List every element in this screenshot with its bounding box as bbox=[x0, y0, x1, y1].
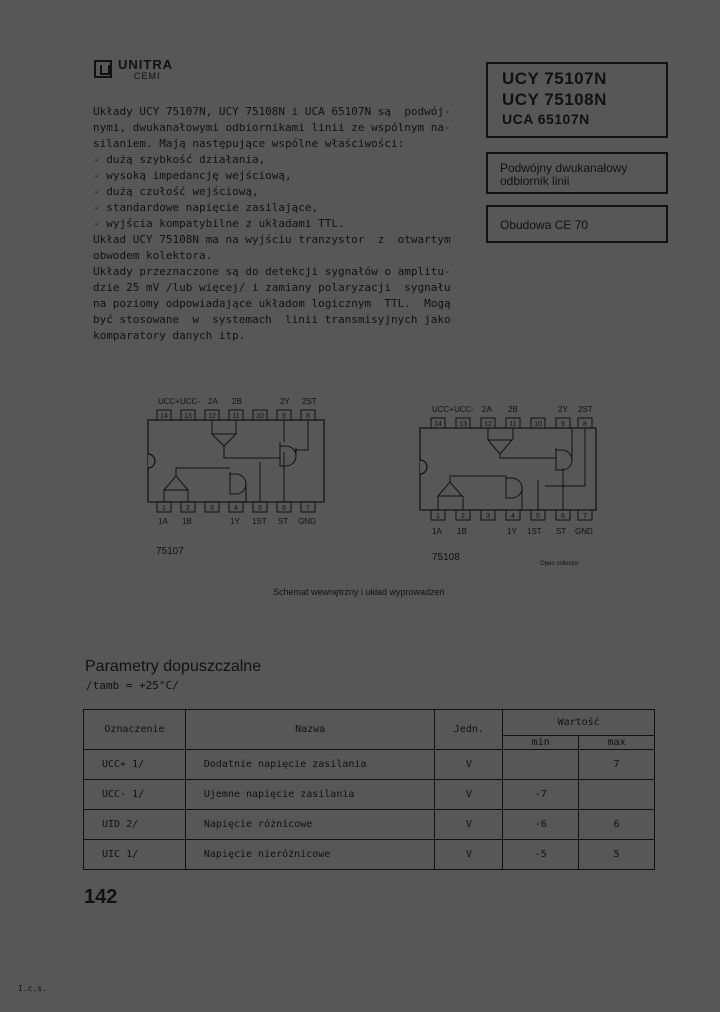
pin-number: 2 bbox=[461, 513, 465, 520]
pin-number: 4 bbox=[234, 505, 238, 512]
part-number-3: UCA 65107N bbox=[502, 111, 590, 127]
row-symbol: UIC 1/ bbox=[84, 840, 186, 870]
diagram-name: 75107 bbox=[156, 546, 184, 557]
pin-label: 1A bbox=[432, 527, 442, 536]
pin-label: UCC- bbox=[454, 405, 474, 414]
intro-line: obwodem kolektora. bbox=[93, 249, 213, 262]
intro-line: dzie 25 mV /lub więcej/ i zamiany polaryzacji sygnału bbox=[93, 281, 451, 294]
row-name: Dodatnie napięcie zasilania bbox=[185, 750, 435, 780]
row-max: 7 bbox=[579, 750, 655, 780]
receiver-triangle-1 bbox=[438, 482, 463, 510]
header-symbol: Oznaczenie bbox=[84, 710, 186, 750]
open-collector-note: Open collector bbox=[540, 561, 579, 567]
table-row bbox=[84, 840, 655, 870]
pin-label: 2ST bbox=[578, 405, 593, 414]
table-row bbox=[84, 810, 655, 840]
pin-number: 6 bbox=[282, 505, 286, 512]
table-row bbox=[84, 780, 655, 810]
pin-label: 1Y bbox=[507, 527, 517, 536]
pin-label: GND bbox=[575, 527, 593, 536]
pin-label: 1B bbox=[182, 517, 192, 526]
intro-line: komparatory danych itp. bbox=[93, 329, 246, 342]
header-name: Nazwa bbox=[185, 710, 435, 750]
row-min bbox=[503, 750, 579, 780]
pin-number: 12 bbox=[484, 421, 492, 428]
header-max: max bbox=[579, 736, 655, 750]
pin-number: 13 bbox=[459, 421, 467, 428]
intro-line: - dużą szybkość działania, bbox=[93, 153, 266, 166]
params-title: Parametry dopuszczalne bbox=[85, 658, 262, 675]
pin-label: 2Y bbox=[558, 405, 568, 414]
pin-number: 4 bbox=[511, 513, 515, 520]
pin-number: 7 bbox=[583, 513, 587, 520]
intro-line: - wysoką impedancję wejściową, bbox=[93, 169, 292, 182]
params-table bbox=[83, 709, 655, 870]
row-min: -6 bbox=[503, 810, 579, 840]
pin-number: 5 bbox=[258, 505, 262, 512]
table-row bbox=[84, 750, 655, 780]
pin-number: 3 bbox=[486, 513, 490, 520]
pin-label: 1ST bbox=[527, 527, 542, 536]
description-text: Podwójny dwukanałowy odbiornik linii bbox=[500, 161, 628, 188]
pin-label: 1B bbox=[457, 527, 467, 536]
header-value: Wartość bbox=[503, 710, 655, 736]
intro-line: - wyjścia kompatybilne z układami TTL. bbox=[93, 217, 345, 230]
pin-number: 11 bbox=[509, 421, 517, 428]
package-box bbox=[486, 205, 668, 243]
pin-number: 12 bbox=[208, 413, 216, 420]
row-unit: V bbox=[435, 810, 503, 840]
row-min: -5 bbox=[503, 840, 579, 870]
pin-label: 2Y bbox=[280, 397, 290, 406]
params-subtitle: /tamb = +25°C/ bbox=[86, 679, 179, 692]
package-text: Obudowa CE 70 bbox=[500, 218, 589, 232]
receiver-triangle-2 bbox=[212, 420, 236, 446]
pin-label: UCC+ bbox=[432, 405, 455, 414]
intro-line: być stosowane w systemach linii transmisyjnych jako bbox=[93, 313, 451, 326]
description-box bbox=[486, 152, 668, 194]
part-number-1: UCY 75107N bbox=[502, 69, 607, 88]
pin-label: 1ST bbox=[252, 517, 267, 526]
pin-number: 14 bbox=[160, 413, 168, 420]
logo-text-unitra: UNITRA bbox=[118, 57, 174, 72]
intro-line: - standardowe napięcie zasilające, bbox=[93, 201, 319, 214]
pin-label: UCC- bbox=[180, 397, 200, 406]
intro-line: Układ UCY 75108N ma na wyjściu tranzystor z otwartym bbox=[93, 233, 451, 246]
diagram-name: 75108 bbox=[432, 552, 460, 563]
row-max bbox=[579, 780, 655, 810]
diagram-75108 bbox=[412, 400, 612, 572]
pin-label: 2ST bbox=[302, 397, 317, 406]
row-symbol: UCC+ 1/ bbox=[84, 750, 186, 780]
pin-number: 2 bbox=[186, 505, 190, 512]
pin-label: 2B bbox=[508, 405, 518, 414]
pin-label: ST bbox=[556, 527, 567, 536]
intro-line: - dużą czułość wejściową, bbox=[93, 185, 259, 198]
pin-number: 9 bbox=[561, 421, 565, 428]
row-unit: V bbox=[435, 750, 503, 780]
row-max: 5 bbox=[579, 840, 655, 870]
pin-label: ST bbox=[278, 517, 289, 526]
row-min: -7 bbox=[503, 780, 579, 810]
pin-number: 10 bbox=[256, 413, 264, 420]
pin-number: 9 bbox=[282, 413, 286, 420]
unitra-logo-icon bbox=[94, 60, 112, 78]
intro-line: nymi, dwukanałowymi odbiornikami linii ze wspólnym na- bbox=[93, 121, 451, 134]
row-name: Napięcie nieróżnicowe bbox=[185, 840, 435, 870]
intro-line: na poziomy odpowiadające układom logicznym TTL. Mogą bbox=[93, 297, 451, 310]
pin-number: 8 bbox=[306, 413, 310, 420]
row-symbol: UCC- 1/ bbox=[84, 780, 186, 810]
pin-label: 2B bbox=[232, 397, 242, 406]
pin-number: 1 bbox=[162, 505, 166, 512]
pin-number: 6 bbox=[561, 513, 565, 520]
logo-text-cemi: CEMI bbox=[134, 71, 161, 81]
pin-number: 7 bbox=[306, 505, 310, 512]
pin-number: 3 bbox=[210, 505, 214, 512]
diagram-75107 bbox=[140, 392, 340, 562]
intro-line: silaniem. Mają następujące wspólne właściwości: bbox=[93, 137, 405, 150]
row-name: Napięcie różnicowe bbox=[185, 810, 435, 840]
header-unit: Jedn. bbox=[435, 710, 503, 750]
row-max: 6 bbox=[579, 810, 655, 840]
pin-label: 1Y bbox=[230, 517, 240, 526]
pin-label: GND bbox=[298, 517, 316, 526]
pin-number: 13 bbox=[184, 413, 192, 420]
header-min: min bbox=[503, 736, 579, 750]
page-number: 142 bbox=[84, 886, 118, 908]
pin-number: 8 bbox=[583, 421, 587, 428]
part-number-box bbox=[486, 62, 668, 138]
pin-number: 1 bbox=[436, 513, 440, 520]
intro-line: Układy przeznaczone są do detekcji sygnałów o amplitu- bbox=[93, 265, 451, 278]
row-name: Ujemne napięcie zasilania bbox=[185, 780, 435, 810]
pin-number: 14 bbox=[434, 421, 442, 428]
row-symbol: UID 2/ bbox=[84, 810, 186, 840]
footer-mark: I.c.s. bbox=[18, 984, 47, 993]
pin-label: 2A bbox=[482, 405, 492, 414]
pin-label: UCC+ bbox=[158, 397, 181, 406]
intro-line: Układy UCY 75107N, UCY 75108N i UCA 65107N są podwój- bbox=[93, 105, 451, 118]
unitra-cemi-logo bbox=[94, 56, 204, 82]
pin-number: 5 bbox=[536, 513, 540, 520]
pin-label: 2A bbox=[208, 397, 218, 406]
pin-number: 10 bbox=[534, 421, 542, 428]
row-unit: V bbox=[435, 840, 503, 870]
part-number-2: UCY 75108N bbox=[502, 90, 607, 109]
pin-label: 1A bbox=[158, 517, 168, 526]
receiver-triangle-1 bbox=[164, 476, 188, 502]
pin-number: 11 bbox=[232, 413, 240, 420]
diagram-caption: Schemat wewnętrzny i układ wyprowadzeń bbox=[273, 587, 445, 597]
intro-text bbox=[93, 104, 471, 344]
row-unit: V bbox=[435, 780, 503, 810]
receiver-triangle-2 bbox=[488, 428, 513, 454]
